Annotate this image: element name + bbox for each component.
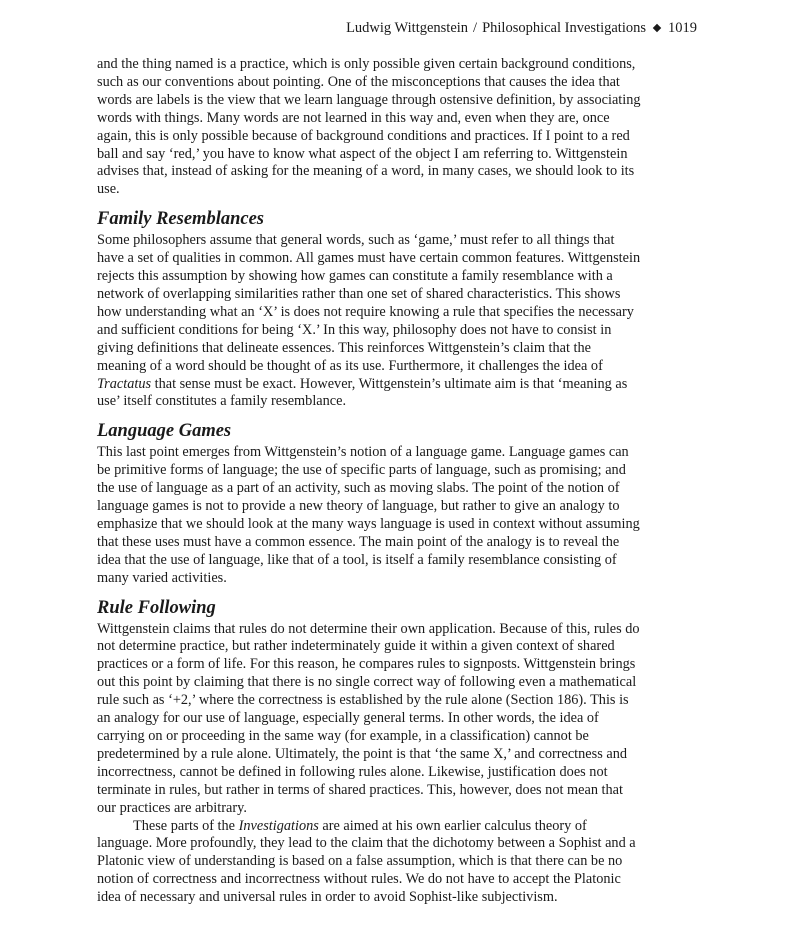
paragraph-family-resemblances <box>97 232 641 411</box>
paragraph-conclusion-text-b: are aimed at his own earlier calculus theory of language. More profoundly, they lead to the claim that the dichotomy between a Sophist and a Platonic view of understanding is based on a false assumption, which is that there can be no notion of correctness and incorrectness without rules. We do not have to accept the Platonic idea of necessary and universal rules in order to avoid Sophist-like subjectivism. <box>97 817 636 906</box>
paragraph-intro: and the thing named is a practice, which is only possible given certain background conditions, such as our conventions about pointing. One of the misconceptions that causes the idea that words are labels is the view that we learn language through ostensive definition, by associating words with things. Many words are not learned in this way and, even when they are, once again, this is only possible because of background conditions and practices. If I point to a red ball and say ‘red,’ you have to know what aspect of the object I am referring to. Wittgenstein advises that, instead of asking for the meaning of a word, in many cases, we should look to its use. <box>97 56 641 198</box>
italic-title-tractatus: Tractatus <box>97 375 152 392</box>
heading-rule-following: Rule Following <box>97 597 216 618</box>
body-text <box>97 56 641 907</box>
paragraph-conclusion <box>97 818 641 908</box>
paragraph-family-text-b: that sense must be exact. However, Wittgenstein’s ultimate aim is that ‘meaning as use’ itself constitutes a family resemblance. <box>97 375 628 410</box>
heading-family-resemblances: Family Resemblances <box>97 209 264 230</box>
paragraph-family-text-a: Some philosophers assume that general words, such as ‘game,’ must refer to all things that have a set of qualities in common. All games must have certain common features. Wittgenstein rejects this assumption by showing how games can constitute a family resemblance with a network of overlapping similarities rather than one set of shared characteristics. This shows how understanding what an ‘X’ is does not require knowing a rule that specifies the necessary and sufficient conditions for being ‘X.’ In this way, philosophy does not have to consist in giving definitions that delineate essences. This reinforces Wittgenstein’s claim that the meaning of a word should be thought of as its use. Furthermore, it challenges the idea of <box>97 232 641 374</box>
running-head-separator: / <box>473 20 478 36</box>
running-head-title: Philosophical Investigations <box>482 20 646 36</box>
heading-language-games: Language Games <box>97 421 232 442</box>
running-head-author: Ludwig Wittgenstein <box>346 20 469 36</box>
italic-title-investigations: Investigations <box>238 817 319 834</box>
diamond-ornament-icon <box>653 23 661 31</box>
paragraph-conclusion-text-a: These parts of the <box>133 817 239 834</box>
running-head <box>346 18 697 38</box>
paragraph-rule-following: Wittgenstein claims that rules do not determine their own application. Because of this, rules do not determine practice, but rather indeterminately guide it within a given context of shared practices or a form of life. For this reason, he compares rules to signposts. Wittgenstein brings out this point by claiming that there is no single correct way of following even a mathematical rule such as ‘+2,’ where the correctness is established by the rule alone (Section 186). This is an analogy for our use of language, especially general terms. In other words, the idea of carrying on or proceeding in the same way (for example, in a classification) cannot be predetermined by a rule alone. Ultimately, the point is that ‘the same X,’ and correctness and incorrectness, cannot be defined in following rules alone. Likewise, justification does not terminate in rules, but rather in terms of shared practices. This, however, does not mean that our practices are arbitrary. <box>97 620 640 816</box>
page-number: 1019 <box>668 20 697 36</box>
paragraph-language-games: This last point emerges from Wittgenstein’s notion of a language game. Language games can be primitive forms of language; the use of specific parts of language, such as promising; and the use of language as a part of an activity, such as moving slabs. The point of the notion of language games is not to provide a new theory of language, but rather to give an analogy to emphasize that we should look at the many ways language is used in context without assuming that these uses must have a common essence. The main point of the analogy is to reveal the idea that the use of language, like that of a tool, is itself a family resemblance consisting of many varied activities. <box>97 444 640 586</box>
